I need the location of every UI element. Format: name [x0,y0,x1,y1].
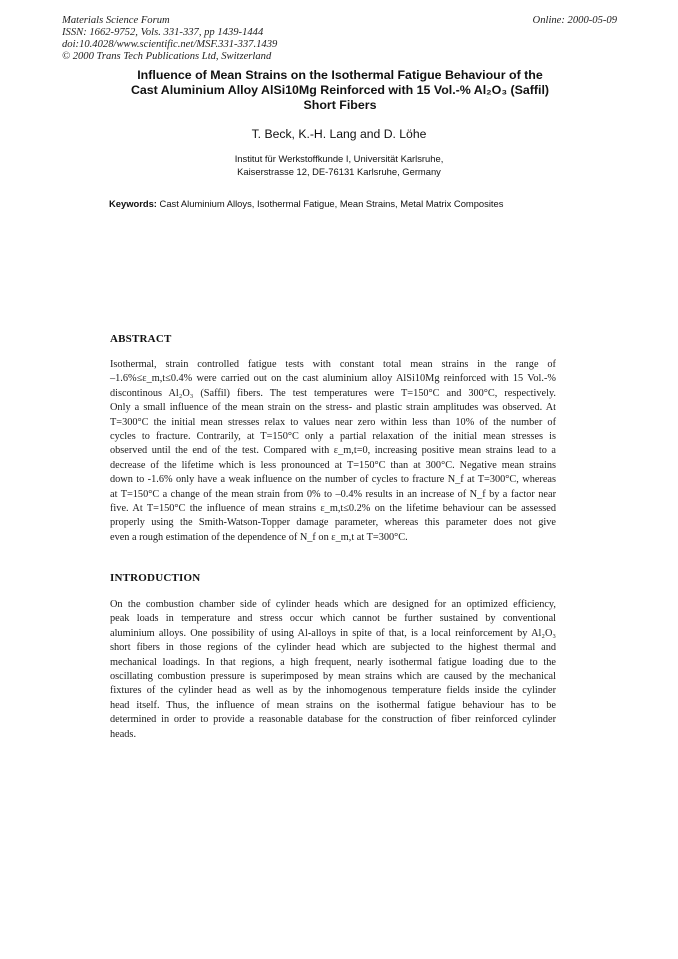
abstract-line: Only a small influence of the mean strain on the stress- and plastic strain amplitudes was observed. At [110,402,556,414]
abstract-line: properly using the Smith-Watson-Topper damage parameter, whereas this parameter does not give [110,517,556,529]
introduction-line: head itself. Thus, the influence of mean strains on the isothermal fatigue behaviour has to be [110,699,556,711]
journal-header [62,15,277,63]
abstract-line: down to -1.6% only have a weak influence on the number of cycles to fracture N_f at T=300°C, whereas [110,474,556,486]
introduction-line: On the combustion chamber side of cylinder heads which are designed for an optimized efficiency, [110,599,556,610]
issn-line: ISSN: 1662-9752, Vols. 331-337, pp 1439-1444 [62,27,264,38]
affiliation [0,152,678,178]
abstract-line: five. At T=150°C the influence of mean strains ε_m,t≤0.2% on the lifetime behaviour can be assessed [110,502,556,514]
title-line: Short Fibers [303,98,377,112]
authors: T. Beck, K.-H. Lang and D. Löhe [251,127,427,141]
abstract-line: Isothermal, strain controlled fatigue tests with constant total mean strains in the range of [110,359,556,370]
title-line: Influence of Mean Strains on the Isothermal Fatigue Behaviour of the [137,68,543,82]
affiliation-line: Institut für Werkstoffkunde I, Universität Karlsruhe, [234,153,444,164]
journal-name: Materials Science Forum [62,15,170,26]
introduction-line: fixtures of the cylinder head as well as by the inhomogenous temperature fields inside the cylinder [110,685,556,697]
keywords-list: Cast Aluminium Alloys, Isothermal Fatigue, Mean Strains, Metal Matrix Composites [159,198,504,209]
keywords-label: Keywords: [109,198,157,209]
introduction-line: short fibers in those regions of the cylinder head which are subjected to the highest thermal and [110,642,556,654]
online-date: Online: 2000-05-09 [532,15,617,26]
abstract-body [110,358,556,545]
title-line: Cast Aluminium Alloy AlSi10Mg Reinforced with 15 Vol.-% Al₂O₃ (Saffil) [130,83,550,97]
abstract-line: cycles to fracture. Contrarily, at T=150°C only a partial relaxation of the initial mean stresses is [110,430,556,442]
introduction-line: heads. [110,728,137,740]
abstract-line: T=300°C the initial mean stresses relax to values near zero within less than 10% of the number of [110,416,556,428]
keywords [109,198,503,209]
introduction-body [110,598,556,742]
abstract-line: even a rough estimation of the dependence of N_f on ε_m,t at T=300°C. [110,531,408,543]
introduction-line: oscillating combustion pressure is superimposed by mean strains which are caused by the mechanical [110,670,556,682]
abstract-line: decrease of the lifetime which is less pronounced at T=150°C than at 300°C. Negative mean strains [110,459,556,471]
abstract-line: at T=150°C a change of the mean strain from 0% to –0.4% results in an increase of N_f by a factor near [110,488,556,500]
abstract-line: –1.6%≤ε_m,t≤0.4% were carried out on the cast aluminium alloy AlSi10Mg reinforced with 15 Vol.-% [110,373,556,385]
introduction-line: determined in order to provide a reasonable database for the construction of fiber reinforced cylinder [110,714,556,726]
affiliation-line: Kaiserstrasse 12, DE-76131 Karlsruhe, Germany [237,166,441,177]
introduction-line: peak loads in temperature and stress occur which cannot be further sustained by conventional [110,613,556,625]
copyright-line: © 2000 Trans Tech Publications Ltd, Switzerland [62,51,272,62]
paper-title [70,68,610,113]
abstract-line: observed until the end of the test. Compared with ε_m,t=0, increasing positive mean strains lead to a [110,445,556,457]
doi-line[interactable]: doi:10.4028/www.scientific.net/MSF.331-337.1439 [62,39,278,50]
introduction-heading: INTRODUCTION [110,572,201,584]
abstract-line: discontinous Al₂O₃ (Saffil) fibers. The test temperatures were T=150°C and 300°C, respectively. [110,387,556,399]
introduction-line: mechanical loadings. In that regions, a high frequent, nearly isothermal fatigue loading due to the [110,656,556,668]
abstract-heading: ABSTRACT [110,333,172,345]
introduction-line: aluminium alloys. One possibility of using Al-alloys in spite of that, is a local reinforcement by Al₂O₃ [110,627,556,639]
